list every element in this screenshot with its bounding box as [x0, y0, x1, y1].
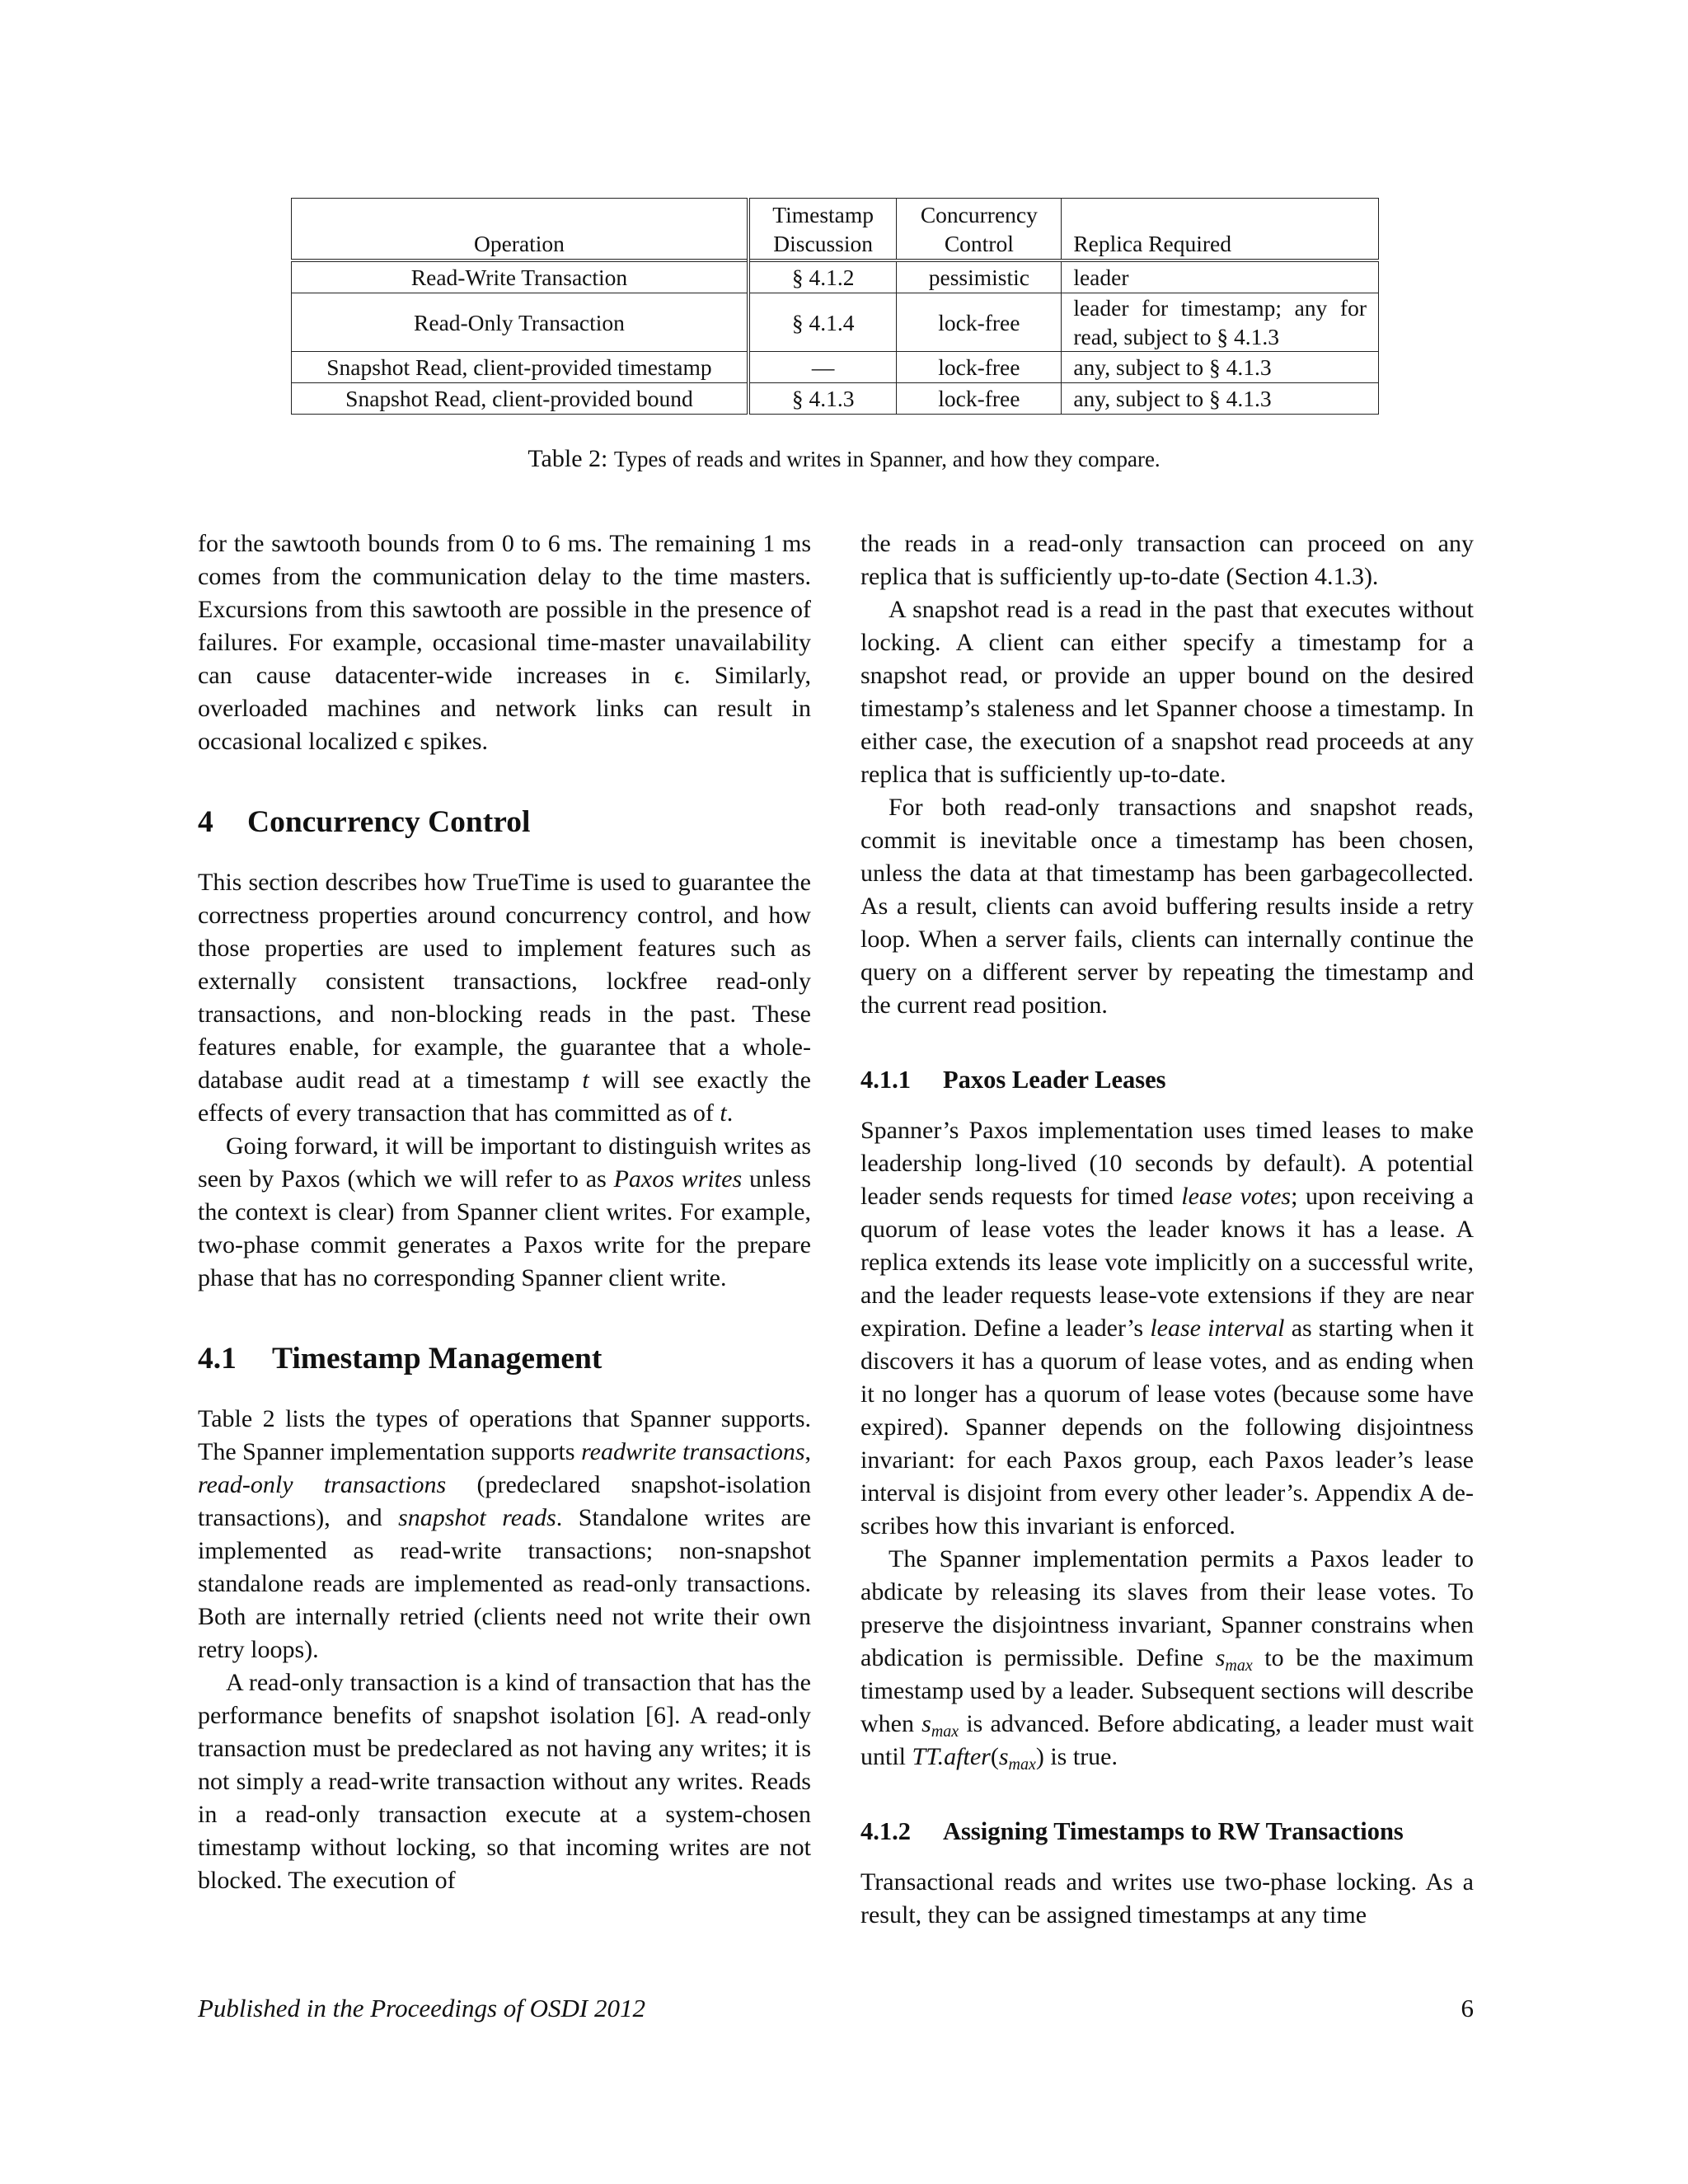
- table-row: [292, 383, 1379, 415]
- paragraph: Going forward, it will be important to distinguish writes as seen by Paxos (which we will refer to as Paxos writes unless the context is clear) from Spanner client writes. For example, two-phase commit generates a Paxos write for the prepare phase that has no corresponding Spanner client write.: [198, 1132, 811, 1291]
- publication-note: Published in the Proceedings of OSDI 2012: [198, 1994, 645, 2022]
- cell-timestamp: § 4.1.2: [748, 260, 897, 293]
- section-heading-4-1: 4.1 Timestamp Management: [198, 1342, 603, 1376]
- cell-replica: any, subject to § 4.1.3: [1062, 383, 1379, 415]
- header-operation: Operation: [292, 199, 748, 261]
- cell-timestamp: —: [748, 352, 897, 383]
- cell-operation: Snapshot Read, client-provided bound: [292, 383, 748, 415]
- page-footer: [198, 1992, 1474, 2025]
- table-row: [292, 352, 1379, 383]
- paragraph: A snapshot read is a read in the past that executes without locking. A client can either specify a timestamp for a snapshot read, or provide an upper bound on the desired timestamp’s staleness and let Spanner choose a timestamp. In either case, the execution of a snapshot read proceeds at any replica that is sufficiently up-to-date.: [860, 596, 1474, 788]
- paragraph: Table 2 lists the types of operations that Spanner supports. The Spanner implementation supports readwrite transactions, read-only transactions (predeclared snapshot-isolation transactions), and snapshot reads. Standalone writes are implemented as read-write transactions; non-snapshot standalone reads are implemented as read-only transactions. Both are internally retried (clients need not write their own retry loops).: [198, 1405, 811, 1663]
- caption-label: Table 2:: [528, 445, 608, 472]
- cell-timestamp: § 4.1.4: [748, 293, 897, 352]
- table-header-row: [292, 199, 1379, 261]
- paragraph: This section describes how TrueTime is used to guarantee the correctness properties around concurrency control, and how those properties are used to implement features such as externally consistent transactions, lockfree read-only transactions, and non-blocking reads in the past. These features enable, for example, the guarantee that a whole-database audit read at a timestamp t will see exactly the effects of every transaction that has committed as of t.: [198, 869, 811, 1127]
- paragraph: Transactional reads and writes use two-phase locking. As a result, they can be assigned timestamps at any time: [860, 1868, 1474, 1929]
- section-heading-4-1-2: 4.1.2 Assigning Timestamps to RW Transactions: [860, 1817, 1404, 1845]
- paragraph: A read-only transaction is a kind of transaction that has the performance benefits of snapshot isolation [6]. A read-only transaction must be predeclared as not having any writes; it is not simply a read-write transaction without any writes. Reads in a read-only transaction execute at a system-chosen timestamp without locking, so that incoming writes are not blocked. The execution of: [198, 1669, 811, 1894]
- header-concurrency-control: Concurrency Control: [897, 199, 1062, 261]
- paragraph: the reads in a read-only transaction can proceed on any replica that is sufficiently up-to-date (Section 4.1.3).: [860, 530, 1474, 590]
- paragraph: for the sawtooth bounds from 0 to 6 ms. The remaining 1 ms comes from the communication delay to the time masters. Excursions from this sawtooth are possible in the presence of failures. For example, occasional time-master unavailability can cause datacenter-wide increases in ϵ. Similarly, overloaded machines and network links can result in occasional localized ϵ spikes.: [198, 530, 811, 755]
- cell-operation: Snapshot Read, client-provided timestamp: [292, 352, 748, 383]
- table-row: [292, 293, 1379, 352]
- cell-replica: leader for timestamp; any for read, subject to § 4.1.3: [1062, 293, 1379, 352]
- header-timestamp-discussion: Timestamp Discussion: [748, 199, 897, 261]
- paragraph: For both read-only transactions and snapshot reads, commit is inevitable once a timestamp has been chosen, unless the data at that timestamp has been garbagecollected. As a result, clients can avoid buffering results inside a retry loop. When a server fails, clients can internally continue the query on a different server by repeating the timestamp and the current read position.: [860, 794, 1474, 1019]
- cell-timestamp: § 4.1.3: [748, 383, 897, 415]
- right-column: [860, 527, 1474, 1932]
- cell-replica: leader: [1062, 260, 1379, 293]
- cell-operation: Read-Write Transaction: [292, 260, 748, 293]
- header-replica-required: Replica Required: [1062, 199, 1379, 261]
- table-caption: [0, 443, 1688, 475]
- cell-concurrency: lock-free: [897, 352, 1062, 383]
- left-column: [198, 527, 811, 1897]
- paragraph: Spanner’s Paxos implementation uses timed leases to make leadership long-lived (10 seconds by default). A potential leader sends requests for timed lease votes; upon receiving a quorum of lease votes the leader knows it has a lease. A replica extends its lease vote implicitly on a successful write, and the leader requests lease-vote extensions if they are near expiration. Define a leader’s lease interval as starting when it discovers it has a quorum of lease votes, and as ending when it no longer has a quorum of lease votes (because some have expired). Spanner depends on the following disjointness invariant: for each Paxos group, each Paxos leader’s lease interval is disjoint from every other leader’s. Appendix A describes how this invariant is enforced.: [860, 1117, 1475, 1540]
- cell-operation: Read-Only Transaction: [292, 293, 748, 352]
- section-heading-4-1-1: 4.1.1 Paxos Leader Leases: [860, 1066, 1166, 1094]
- operations-table: [291, 198, 1379, 415]
- cell-concurrency: lock-free: [897, 383, 1062, 415]
- paragraph: The Spanner implementation permits a Paxos leader to abdicate by releasing its slaves from their lease votes. To preserve the disjointness invariant, Spanner constrains when abdication is permissible. Define $s_{max}$ to be the maximum timestamp used by a leader. Subsequent sections will describe when $s_{max}$ is advanced. Before abdicating, a leader must wait until $TT.after(s_{max})$ is true.: [860, 1545, 1474, 1774]
- cell-replica: any, subject to § 4.1.3: [1062, 352, 1379, 383]
- cell-concurrency: pessimistic: [897, 260, 1062, 293]
- section-heading-4: 4 Concurrency Control: [198, 805, 531, 839]
- cell-concurrency: lock-free: [897, 293, 1062, 352]
- page-number: 6: [1461, 1994, 1474, 2022]
- caption-text: Types of reads and writes in Spanner, and how they compare.: [613, 447, 1160, 471]
- table-row: [292, 260, 1379, 293]
